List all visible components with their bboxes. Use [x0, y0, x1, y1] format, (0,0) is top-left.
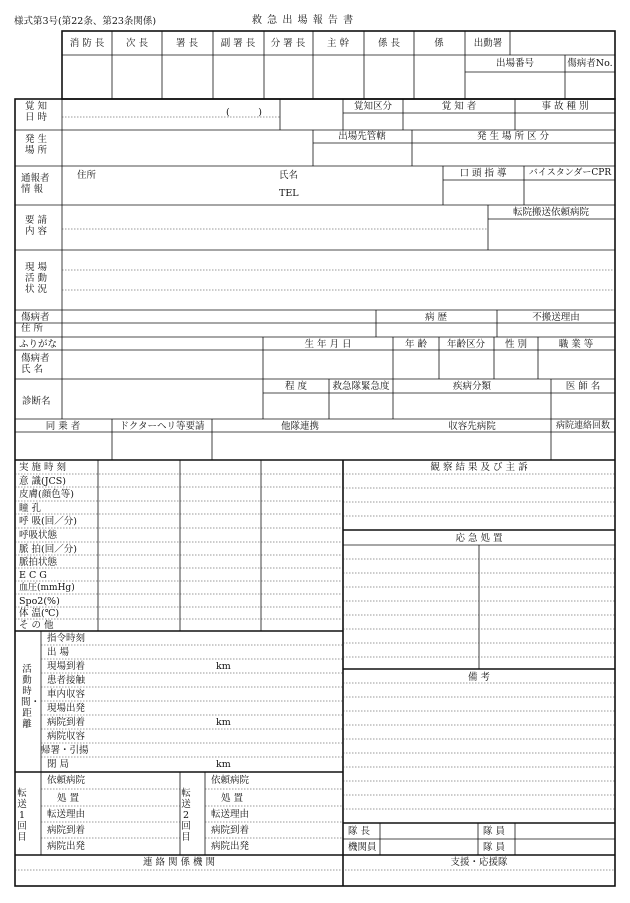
hassei-basho-label: 発 生 場 所: [25, 134, 48, 156]
vital-label: E C G: [19, 570, 47, 581]
patient-no-label: 傷病者No.: [567, 58, 613, 69]
hospital-label: 収容先病院: [448, 421, 496, 432]
vital-label: 瞳 孔: [19, 503, 42, 514]
vital-label: 実 施 時 刻: [19, 462, 67, 473]
approval-role: 次 長: [125, 38, 149, 49]
activity-row-label: 車内収容: [47, 689, 86, 700]
weekday-paren: ( ): [226, 107, 262, 118]
disease-class-label: 疾病分類: [452, 381, 492, 392]
km-unit: km: [216, 759, 231, 770]
approval-role: 副 署 長: [220, 38, 256, 49]
transfer1-row-label: 病院到着: [47, 825, 86, 836]
transfer1-row-label: 転送理由: [47, 809, 86, 820]
vital-label: 血圧(mmHg): [19, 583, 75, 593]
approval-role: 消 防 長: [69, 38, 105, 49]
approval-role: 分 署 長: [270, 38, 306, 49]
activity-row-label: 現場出発: [47, 703, 86, 714]
approval-role: 係 長: [377, 38, 401, 49]
jusho-label: 住所: [77, 170, 97, 181]
activity-row-label: 出 場: [47, 647, 70, 658]
transfer1-row-label: 処 置: [57, 793, 80, 804]
activity-row-label: 現場到着: [47, 661, 86, 672]
tatai-label: 他隊連携: [280, 421, 320, 432]
sex-label: 性 別: [504, 339, 528, 350]
fuhanso-label: 不搬送理由: [532, 312, 580, 323]
treatment-title: 応 急 処 置: [455, 533, 503, 544]
kakuchi-kubun-label: 覚知区分: [353, 101, 393, 112]
kinkyudo-label: 救急隊緊急度: [332, 381, 390, 392]
occupation-label: 職 業 等: [558, 339, 594, 350]
age-label: 年 齢: [404, 339, 428, 350]
vital-label: 脈 拍(回／分): [19, 544, 77, 555]
kakuchi-sha-label: 覚 知 者: [441, 101, 477, 112]
dojo-label: 同 乗 者: [45, 421, 81, 432]
support-unit-label: 支援・応援隊: [450, 857, 508, 868]
member-label: 隊 員: [483, 842, 506, 853]
vital-label: Spo2(%): [19, 596, 60, 607]
furigana-label: ふりがな: [19, 339, 58, 350]
transfer2-side-label: 転送2回目: [181, 788, 191, 843]
captain-label: 隊 長: [348, 826, 371, 837]
yosei-label: 要 請 内 容: [25, 215, 48, 237]
activity-row-label: 患者接触: [47, 675, 86, 686]
vital-label: 皮膚(顔色等): [19, 489, 74, 500]
teido-label: 程 度: [284, 381, 308, 392]
vital-label: 呼吸状態: [19, 530, 58, 541]
contact-agencies-label: 連 絡 関 係 機 関: [142, 857, 216, 868]
patient-name-label: 傷病者 氏 名: [21, 353, 50, 375]
activity-side-label: 活動時間・距離: [21, 664, 41, 730]
vital-label: 脈拍状態: [19, 557, 58, 568]
dispatch-number-label: 出場番号: [495, 58, 535, 69]
kakuchi-datetime-label: 覚 知 日 時: [25, 101, 48, 123]
km-unit: km: [216, 661, 231, 672]
kankatsu-label: 出場先管轄: [338, 131, 386, 142]
form-code: 様式第3号(第22条、第23条関係): [14, 16, 157, 27]
age-kubun-label: 年齢区分: [446, 339, 486, 350]
doctor-heli-label: ドクターヘリ等要請: [119, 421, 205, 432]
approval-role: 主 幹: [326, 38, 350, 49]
vital-label: 呼 吸(回／分): [19, 516, 77, 527]
transfer1-side-label: 転送1回目: [17, 788, 27, 843]
transfer2-row-label: 病院出発: [211, 841, 250, 852]
transfer1-row-label: 病院出発: [47, 841, 86, 852]
hassei-kubun-label: 発 生 場 所 区 分: [476, 131, 550, 142]
remarks-title: 備 考: [467, 672, 491, 683]
vital-label: 意 識(JCS): [19, 476, 67, 487]
bystander-cpr-label: バイスタンダーCPR: [528, 168, 612, 178]
koto-shido-label: 口 頭 指 導: [459, 168, 507, 179]
transfer1-row-label: 依頼病院: [47, 775, 86, 786]
activity-row-label: 病院収容: [47, 731, 86, 742]
activity-row-label: 病院到着: [47, 717, 86, 728]
transfer2-row-label: 処 置: [221, 793, 244, 804]
vital-label: そ の 他: [19, 620, 54, 631]
shimei-label: 氏名: [279, 170, 299, 181]
km-unit: km: [216, 717, 231, 728]
tensou-irai-label: 転院搬送依頼病院: [512, 207, 590, 218]
activity-row-label: 帰署・引揚: [41, 745, 89, 756]
transfer2-row-label: 転送理由: [211, 809, 250, 820]
approval-role: 署 長: [175, 38, 199, 49]
contact-count-label: 病院連絡回数: [555, 421, 611, 431]
byoreki-label: 病 歴: [424, 312, 448, 323]
transfer2-row-label: 病院到着: [211, 825, 250, 836]
diagnosis-label: 診断名: [22, 396, 51, 407]
jiko-shubetsu-label: 事 故 種 別: [541, 101, 589, 112]
observation-title: 観 察 結 果 及 び 主 訴: [430, 462, 528, 473]
engineer-label: 機関員: [348, 842, 377, 853]
activity-row-label: 指令時刻: [47, 633, 86, 644]
transfer2-row-label: 依頼病院: [211, 775, 250, 786]
dispatch-station-label: 出動署: [473, 38, 503, 49]
patient-address-label: 傷病者 住 所: [21, 312, 50, 334]
form-title: 救 急 出 場 報 告 書: [252, 15, 355, 26]
vital-label: 体 温(℃): [19, 608, 60, 619]
doctor-name-label: 医 師 名: [565, 381, 601, 392]
approval-role: 係: [434, 38, 444, 49]
activity-row-label: 閉 局: [47, 759, 70, 770]
tsuhosha-label: 通報者 情 報: [21, 173, 50, 195]
genba-label: 現 場 活 動 状 況: [25, 262, 48, 295]
tel-label: TEL: [279, 188, 299, 199]
member-label: 隊 員: [483, 826, 506, 837]
birthdate-label: 生 年 月 日: [304, 339, 352, 350]
